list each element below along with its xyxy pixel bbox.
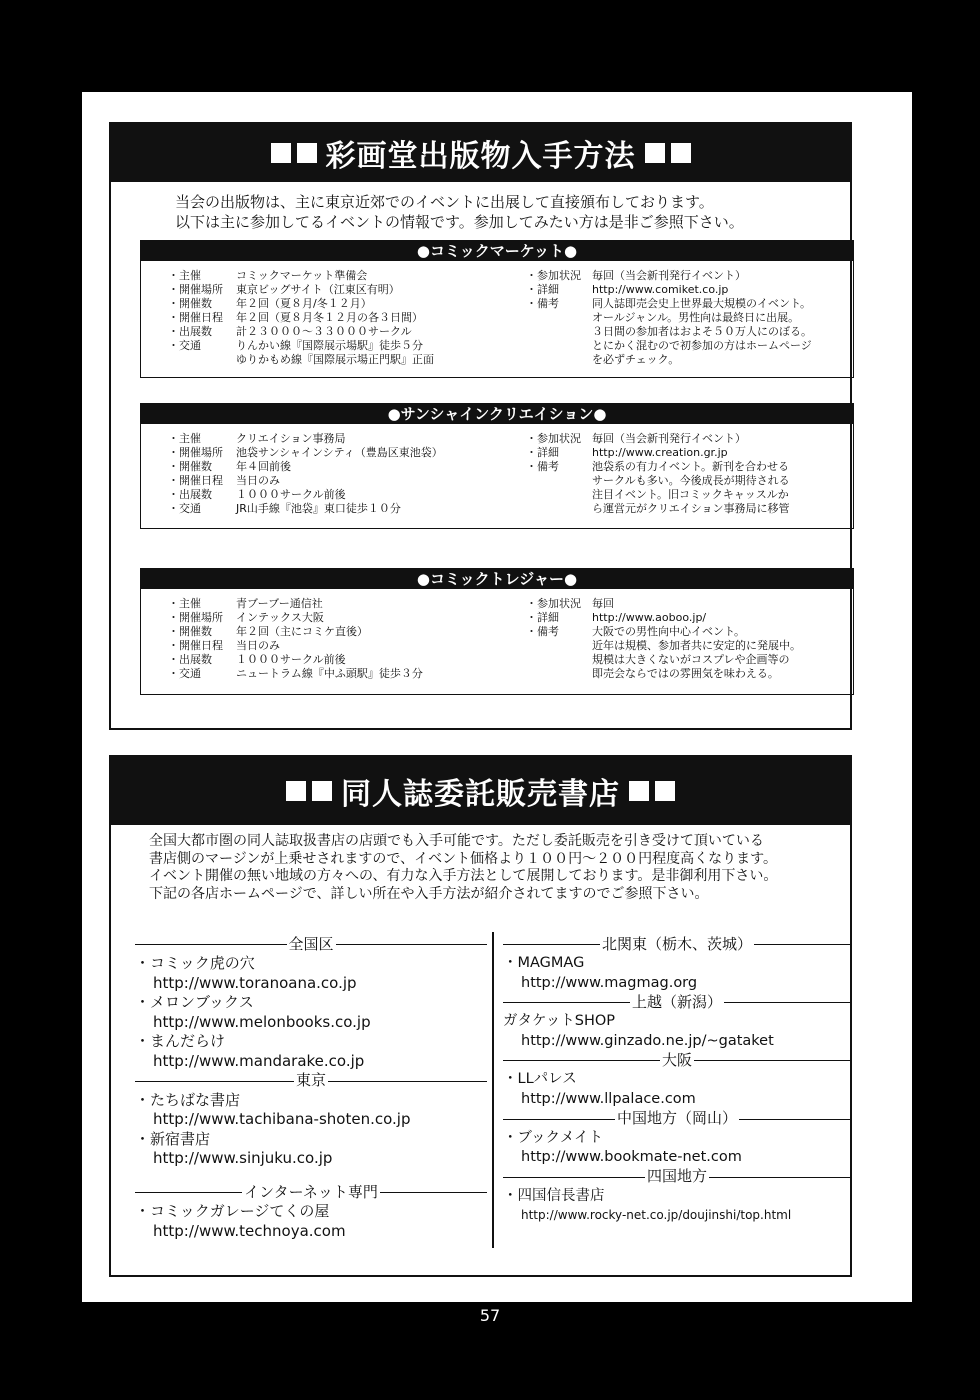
detail-key: ・出展数 (168, 488, 212, 501)
detail-key: ・備考 (526, 460, 559, 473)
event-details-left (168, 597, 423, 681)
detail-value: 年２回（夏８月冬１２月の各３日間） (236, 311, 423, 324)
detail-key: ・開催日程 (168, 311, 223, 324)
region-divider (503, 935, 851, 954)
shop-url-link[interactable]: http://www.rocky-net.co.jp/doujinshi/top.html (521, 1208, 792, 1223)
detail-key: ・主催 (168, 269, 201, 282)
detail-value: 当日のみ (236, 639, 280, 652)
detail-key: ・備考 (526, 297, 559, 310)
event-details-right (526, 269, 812, 367)
detail-key: ・備考 (526, 625, 559, 638)
bookstores-section (109, 755, 852, 1277)
detail-key (526, 488, 592, 502)
region-divider (503, 1110, 851, 1129)
detail-key: ・詳細 (526, 611, 559, 624)
square-bullet-icon (629, 781, 649, 801)
detail-key: ・交通 (168, 339, 201, 352)
shop-name: ・メロンブックス (135, 993, 254, 1012)
detail-key (526, 667, 592, 681)
detail-key: ・交通 (168, 502, 201, 515)
shop-url-link[interactable]: http://www.llpalace.com (521, 1090, 696, 1107)
detail-key (526, 339, 592, 353)
detail-key: ・交通 (168, 667, 201, 680)
region-label: 北関東（栃木、茨城） (602, 934, 753, 953)
square-bullet-icon (297, 143, 317, 163)
region-label: 大阪 (662, 1051, 693, 1070)
intro-line: 当会の出版物は、主に東京近郊でのイベントに出展して直接頒布しております。 (175, 193, 714, 211)
detail-value: を必ずチェック。 (592, 353, 680, 366)
detail-key: ・開催日程 (168, 639, 223, 652)
publications-intro (175, 192, 744, 232)
detail-value: オールジャンル。男性向は最終日に出展。 (592, 311, 800, 324)
shop-url-link[interactable]: http://www.tachibana-shoten.co.jp (153, 1110, 411, 1129)
shop-name: ・コミックガレージてくの屋 (135, 1201, 330, 1220)
detail-key (526, 474, 592, 488)
square-bullet-icon (655, 781, 675, 801)
intro-line: 下記の各店ホームページで、詳しい所在や入手方法が紹介されてますのでご参照下さい。 (149, 885, 709, 902)
shop-url-link[interactable]: http://www.technoya.com (153, 1221, 346, 1240)
region-label: 中国地方（岡山） (617, 1109, 738, 1128)
event-box-comic-treasure (140, 568, 854, 695)
detail-value: サークルも多い。今後成長が期待される (592, 474, 790, 487)
detail-value: ３日間の参加者はおよそ５０万人にのぼる。 (592, 325, 812, 338)
detail-value: とにかく混むので初参加の方はホームページ (592, 339, 812, 352)
detail-value: １０００サークル前後 (236, 488, 346, 501)
detail-value: 池袋系の有力イベント。新刊を合わせる (592, 460, 790, 473)
region-label: 全国区 (288, 934, 334, 953)
shop-name: ・ブックメイト (503, 1129, 604, 1146)
shop-list-left (135, 935, 487, 1241)
detail-key: ・主催 (168, 597, 201, 610)
detail-key: ・開催場所 (168, 611, 223, 624)
detail-value: 計２３０００～３３０００サークル (236, 325, 412, 338)
event-box-sunshine-creation (140, 403, 854, 529)
detail-key (168, 353, 236, 367)
detail-value: 年２回（主にコミケ直後） (236, 625, 368, 638)
detail-value: １０００サークル前後 (236, 653, 346, 666)
detail-key: ・主催 (168, 432, 201, 445)
detail-value: 同人誌即売会史上世界最大規模のイベント。 (592, 297, 812, 310)
detail-key: ・開催日程 (168, 474, 223, 487)
detail-key: ・詳細 (526, 283, 559, 296)
detail-key (526, 325, 592, 339)
square-bullet-icon (671, 143, 691, 163)
detail-value: ら運営元がクリエイション事務局に移管 (592, 502, 790, 515)
event-title: ●サンシャインクリエイション● (141, 404, 853, 424)
detail-key: ・詳細 (526, 446, 559, 459)
region-divider (135, 1072, 487, 1091)
shop-url-link[interactable]: http://www.toranoana.co.jp (153, 973, 357, 992)
shop-name: ・コミック虎の穴 (135, 954, 255, 972)
shop-url-link[interactable]: http://www.sinjuku.co.jp (153, 1149, 333, 1168)
detail-value: ニュートラム線『中ふ頭駅』徒歩３分 (236, 667, 423, 680)
detail-value: りんかい線『国際展示場駅』徒歩５分 (236, 339, 423, 352)
detail-key: ・参加状況 (526, 432, 581, 445)
square-bullet-icon (645, 143, 665, 163)
detail-key: ・開催数 (168, 297, 212, 310)
bookstores-intro (149, 833, 777, 903)
region-divider (503, 1168, 851, 1187)
region-label: 四国地方 (647, 1167, 708, 1186)
detail-key (526, 639, 592, 653)
detail-value: クリエイション事務局 (236, 432, 346, 445)
event-details-left (168, 432, 443, 516)
intro-line: 以下は主に参加してるイベントの情報です。参加してみたい方は是非ご参照下さい。 (175, 213, 744, 231)
detail-value: JR山手線『池袋』東口徒歩１０分 (236, 502, 401, 515)
event-title: ●コミックマーケット● (141, 241, 853, 261)
shop-name: ・MAGMAG (503, 955, 585, 971)
event-details-right (526, 597, 801, 681)
detail-key (526, 502, 592, 516)
shop-url-link[interactable]: http://www.magmag.org (521, 974, 698, 991)
detail-key: ・参加状況 (526, 269, 581, 282)
page-sheet (82, 92, 912, 1302)
detail-value: 規模は大きくないがコスプレや企画等の (592, 653, 790, 666)
detail-value: 池袋サンシャインシティ（豊島区東池袋） (236, 446, 443, 459)
bookstores-section-title: 同人誌委託販売書店 (341, 777, 620, 812)
publications-section-title-bar (111, 124, 850, 182)
detail-value: 当日のみ (236, 474, 280, 487)
detail-value: http://www.comiket.co.jp (592, 283, 729, 296)
detail-value: http://www.aoboo.jp/ (592, 611, 707, 624)
square-bullet-icon (271, 143, 291, 163)
region-label: 上越（新潟） (632, 992, 723, 1011)
publications-section (109, 122, 852, 730)
shop-url-link[interactable]: http://www.melonbooks.co.jp (153, 1012, 371, 1031)
region-divider (503, 993, 851, 1012)
region-label: インターネット専門 (244, 1182, 378, 1201)
detail-key (526, 311, 592, 325)
detail-key: ・参加状況 (526, 597, 581, 610)
shop-name: ・新宿書店 (135, 1129, 211, 1148)
detail-value: 年４回前後 (236, 460, 291, 473)
shop-url-link[interactable]: http://www.ginzado.ne.jp/~gataket (521, 1032, 774, 1049)
detail-value: コミックマーケット準備会 (236, 269, 368, 282)
shop-name: ガタケットSHOP (503, 1013, 616, 1030)
detail-value: 毎回（当会新刊発行イベント） (592, 269, 746, 282)
bookstores-section-title-bar (111, 757, 850, 825)
detail-value: http://www.creation.gr.jp (592, 446, 728, 459)
page-number: 57 (479, 1306, 501, 1325)
event-details-right (526, 432, 790, 516)
intro-line: イベント開催の無い地域の方々への、有力な入手方法として展開しております。是非御利用下さい。 (149, 868, 778, 884)
detail-key (526, 653, 592, 667)
detail-value: 東京ビッグサイト（江東区有明） (236, 283, 400, 296)
detail-key: ・出展数 (168, 325, 212, 338)
detail-key: ・開催場所 (168, 283, 223, 296)
event-title: ●コミックトレジャー● (141, 569, 853, 589)
shop-list-right (503, 935, 851, 1226)
publications-section-title: 彩画堂出版物入手方法 (325, 139, 636, 174)
intro-line: 全国大都市圏の同人誌取扱書店の店頭でも入手可能です。ただし委託販売を引き受けて頂いている (149, 833, 764, 849)
detail-value: 毎回 (592, 597, 614, 610)
detail-key: ・開催数 (168, 460, 212, 473)
region-divider (503, 1051, 851, 1070)
detail-key (526, 353, 592, 367)
detail-key: ・開催数 (168, 625, 212, 638)
detail-value: 注目イベント。旧コミックキャッスルか (592, 488, 789, 501)
detail-value: 青ブーブー通信社 (236, 597, 323, 610)
event-box-comiket (140, 240, 854, 378)
shop-name: ・四国信長書店 (503, 1187, 605, 1204)
detail-key: ・出展数 (168, 653, 212, 666)
shop-name: ・まんだらけ (135, 1032, 226, 1051)
detail-value: 近年は規模、参加者共に安定的に発展中。 (592, 639, 801, 652)
detail-value: 年２回（夏８月/冬１２月） (236, 297, 372, 310)
detail-value: 即売会ならではの雰囲気を味わえる。 (592, 667, 779, 680)
shop-url-link[interactable]: http://www.bookmate-net.com (521, 1149, 742, 1166)
region-divider (135, 1183, 487, 1202)
detail-key: ・開催場所 (168, 446, 223, 459)
column-divider (492, 932, 494, 1248)
detail-value: 大阪での男性向中心イベント。 (592, 625, 746, 638)
intro-line: 書店側のマージンが上乗せされますので、イベント価格より１００円～２００円程度高くなります。 (149, 850, 777, 867)
square-bullet-icon (312, 781, 332, 801)
detail-value: ゆりかもめ線『国際展示場正門駅』正面 (236, 353, 434, 366)
region-label: 東京 (296, 1071, 327, 1090)
event-details-left (168, 269, 434, 367)
shop-name: ・LLパレス (503, 1071, 577, 1088)
square-bullet-icon (286, 781, 306, 801)
shop-url-link[interactable]: http://www.mandarake.co.jp (153, 1051, 365, 1070)
shop-name: ・たちばな書店 (135, 1090, 241, 1109)
region-divider (135, 935, 487, 954)
detail-value: インテックス大阪 (236, 611, 324, 624)
detail-value: 毎回（当会新刊発行イベント） (592, 432, 746, 445)
